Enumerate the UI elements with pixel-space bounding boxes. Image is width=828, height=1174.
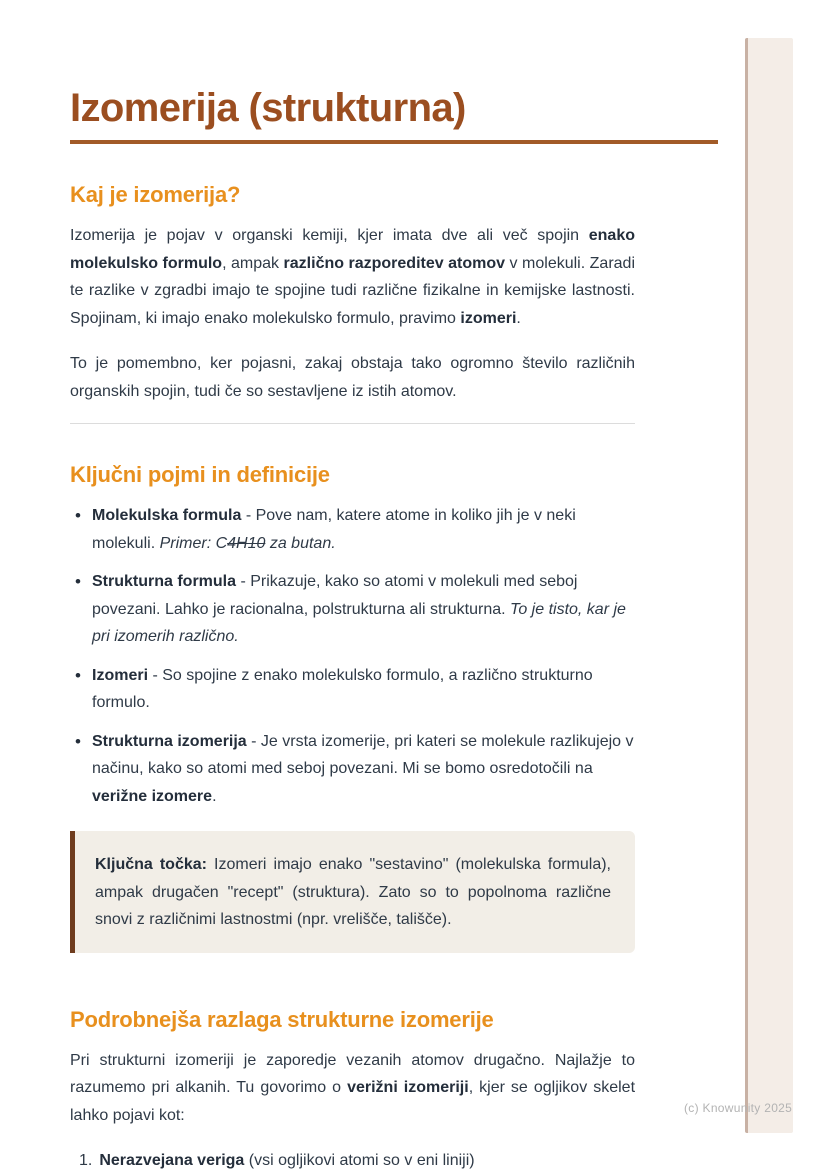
document-page	[70, 0, 718, 1174]
page-edge-stripe	[745, 38, 793, 1133]
list-item-strukturna-formula: • Strukturna formula - Prikazuje, kako so atomi v molekuli med seboj povezani. Lahko je racionalna, polstrukturna ali strukturna. To je tisto, kar je pri izomerih različno.	[70, 568, 635, 651]
definitions-list	[70, 502, 635, 810]
intro-paragraph-2: To je pomembno, ker pojasni, zakaj obstaja tako ogromno število različnih organskih spojin, tudi če so sestavljene iz istih atomov.	[70, 350, 635, 405]
detail-paragraph: Pri strukturni izomeriji je zaporedje vezanih atomov drugačno. Najlažje to razumemo pri alkanih. Tu govorimo o verižni izomeriji, kjer se ogljikov skelet lahko pojavi kot:	[70, 1047, 635, 1130]
title-rule	[70, 140, 718, 144]
section-heading: Kaj je izomerija?	[70, 182, 718, 208]
key-point-callout	[70, 831, 635, 953]
list-item-molekulska-formula: • Molekulska formula - Pove nam, katere atome in koliko jih je v neki molekuli. Primer: C4H10 za butan.	[70, 502, 635, 557]
section-divider	[70, 423, 635, 424]
section-heading: Podrobnejša razlaga strukturne izomerije	[70, 1007, 718, 1033]
list-item-strukturna-izomerija: • Strukturna izomerija - Je vrsta izomerije, pri kateri se molekule razlikujejo v načinu, kako so atomi med seboj povezani. Mi se bomo osredotočili na verižne izomere.	[70, 728, 635, 811]
section-key-terms	[70, 462, 718, 953]
page-title: Izomerija (strukturna)	[70, 84, 718, 132]
key-point-text: Ključna točka: Izomeri imajo enako "sestavino" (molekulska formula), ampak drugačen "recept" (struktura). Zato so to popolnoma različne snovi z različnimi lastnostmi (npr. vrelišče, tališče).	[95, 851, 611, 934]
copyright-watermark: (c) Knowunity 2025	[684, 1101, 792, 1115]
list-number: 1.	[79, 1147, 92, 1174]
section-detailed-explanation	[70, 1007, 718, 1174]
section-heading: Ključni pojmi in definicije	[70, 462, 718, 488]
intro-paragraph-1: Izomerija je pojav v organski kemiji, kjer imata dve ali več spojin enako molekulsko formulo, ampak različno razporeditev atomov v molekuli. Zaradi te razlike v zgradbi imajo te spojine tudi različne fizikalne in kemijske lastnosti. Spojinam, ki imajo enako molekulsko formulo, pravimo izomeri.	[70, 222, 635, 332]
list-item-izomeri: • Izomeri - So spojine z enako molekulsko formulo, a različno strukturno formulo.	[70, 662, 635, 717]
numbered-item-text: Nerazvejana veriga (vsi ogljikovi atomi so v eni liniji)	[99, 1147, 474, 1174]
numbered-list-item	[79, 1147, 644, 1174]
section-what-is-isomerism	[70, 182, 718, 405]
